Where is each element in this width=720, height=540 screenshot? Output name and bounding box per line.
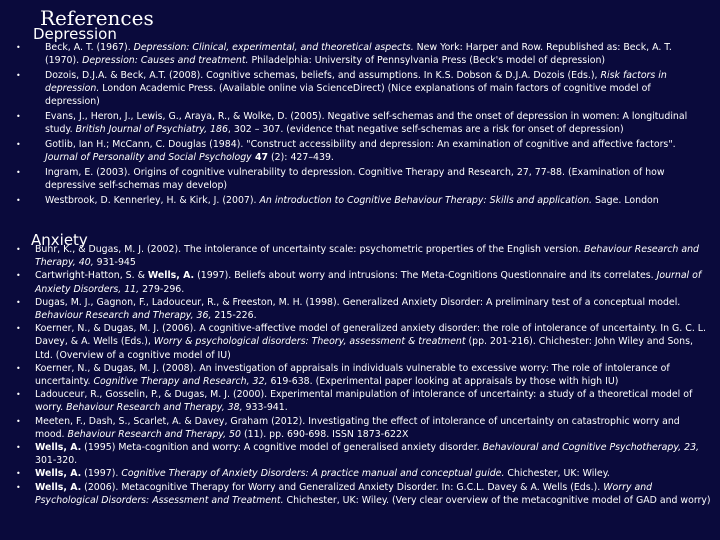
reference-item: • Dozois, D.J.A. & Beck, A.T. (2008). Cognitive schemas, beliefs, and assumptions. In K.S. Dobson & D.J.A. Dozois (Eds.), Risk factors in depression. London Academic Press. (Available online via ScienceDirect) (Nice explanations of main factors of cognitive model of depression) (16, 70, 667, 108)
bullet-icon: • (16, 482, 21, 492)
bullet-icon: • (16, 324, 21, 334)
reference-item: • Beck, A. T. (1967). Depression: Clinical, experimental, and theoretical aspects. New York: Harper and Row. Republished as: Beck, A. T. (1970). Depression: Causes and treatment. Philadelphia: University of Pennsylvania Press (Beck's model of depression) (16, 42, 672, 67)
page-title: References (40, 6, 154, 30)
reference-item: • Wells, A. (1997). Cognitive Therapy of Anxiety Disorders: A practice manual and conceptual guide. Chichester, UK: Wiley. (16, 468, 610, 480)
reference-item: • Ladouceur, R., Gosselin, P., & Dugas, M. J. (2000). Experimental manipulation of intolerance of uncertainty: a study of a theoretical model of worry. Behaviour Research and Therapy, 38, 933-941. (16, 389, 693, 414)
reference-item: • Ingram, E. (2003). Origins of cognitive vulnerability to depression. Cognitive Therapy and Research, 27, 77-88. (Examination of how depressive self-schemas may develop) (16, 167, 665, 192)
reference-item: • Buhr, K., & Dugas, M. J. (2002). The intolerance of uncertainty scale: psychometric properties of the English version. Behaviour Research and Therapy, 40, 931-945 (16, 244, 699, 269)
reference-item: • Westbrook, D. Kennerley, H. & Kirk, J. (2007). An introduction to Cognitive Behaviour Therapy: Skills and application. Sage. London (16, 195, 659, 207)
section-heading-anxiety: Anxiety (31, 231, 88, 249)
bullet-icon: • (16, 271, 21, 281)
bullet-icon: • (16, 443, 21, 453)
reference-item: • Dugas, M. J., Gagnon, F., Ladouceur, R., & Freeston, M. H. (1998). Generalized Anxiety Disorder: A preliminary test of a conceptual model. Behaviour Research and Therapy, 36, 215-226. (16, 296, 681, 322)
bullet-icon: • (16, 390, 21, 400)
reference-item: • Meeten, F., Dash, S., Scarlet, A. & Davey, Graham (2012). Investigating the effect of intolerance of uncertainty on catastrophic worry and mood. Behaviour Research and Therapy, 50 (11). pp. 690-698. ISSN 1873-622X (16, 415, 680, 440)
bullet-icon: • (16, 196, 21, 206)
reference-item: • Koerner, N., & Dugas, M. J. (2008). An investigation of appraisals in individuals vulnerable to excessive worry: The role of intolerance of uncertainty. Cognitive Therapy and Research, 32, 619-638. (Experimental paper looking at appraisals by those with high IU) (16, 362, 670, 388)
bullet-icon: • (16, 469, 21, 479)
reference-item: • Wells, A. (2006). Metacognitive Therapy for Worry and Generalized Anxiety Disorder. In: G.C.L. Davey & A. Wells (Eds.). Worry and Psychological Disorders: Assessment and Treatment. Chichester, UK: Wiley. (Very clear overview of the metacognitive model of GAD and worry) (16, 481, 711, 506)
reference-item: • Wells, A. (1995) Meta-cognition and worry: A cognitive model of generalised anxiety disorder. Behavioural and Cognitive Psychotherapy, 23, 301-320. (16, 442, 700, 467)
bullet-icon: • (16, 297, 21, 307)
reference-item: • Gotlib, Ian H.; McCann, C. Douglas (1984). "Construct accessibility and depression: An examination of cognitive and affective factors". Journal of Personality and Social Psychology 47 (2): 427–439. (16, 139, 676, 164)
reference-item: • Evans, J., Heron, J., Lewis, G., Araya, R., & Wolke, D. (2005). Negative self-schemas and the onset of depression in women: A longitudinal study. British Journal of Psychiatry, 186, 302 – 307. (evidence that negative self-schemas are a risk for onset of depression) (16, 111, 688, 136)
bullet-icon: • (16, 245, 21, 254)
section-heading-depression: Depression (33, 25, 117, 43)
bullet-icon: • (16, 43, 21, 52)
anxiety-reference-list (0, 243, 712, 507)
bullet-icon: • (16, 71, 21, 80)
bullet-icon: • (16, 416, 21, 426)
bullet-icon: • (16, 140, 21, 150)
depression-reference-list (0, 41, 700, 209)
bullet-icon: • (16, 168, 21, 178)
reference-item: • Cartwright-Hatton, S. & Wells, A. (1997). Beliefs about worry and intrusions: The Meta-Cognitions Questionnaire and its correlates. Journal of Anxiety Disorders, 11, 279-296. (16, 270, 702, 295)
bullet-icon: • (16, 112, 21, 122)
bullet-icon: • (16, 363, 21, 373)
reference-item: • Koerner, N., & Dugas, M. J. (2006). A cognitive-affective model of generalized anxiety disorder: the role of intolerance of uncertainty. In G. C. L. Davey, & A. Wells (Eds.), Worry & psychological disorders: Theory, assessment & treatment (pp. 201-216). Chichester: John Wiley and Sons, Ltd. (Overview of a cognitive model of IU) (16, 323, 706, 361)
